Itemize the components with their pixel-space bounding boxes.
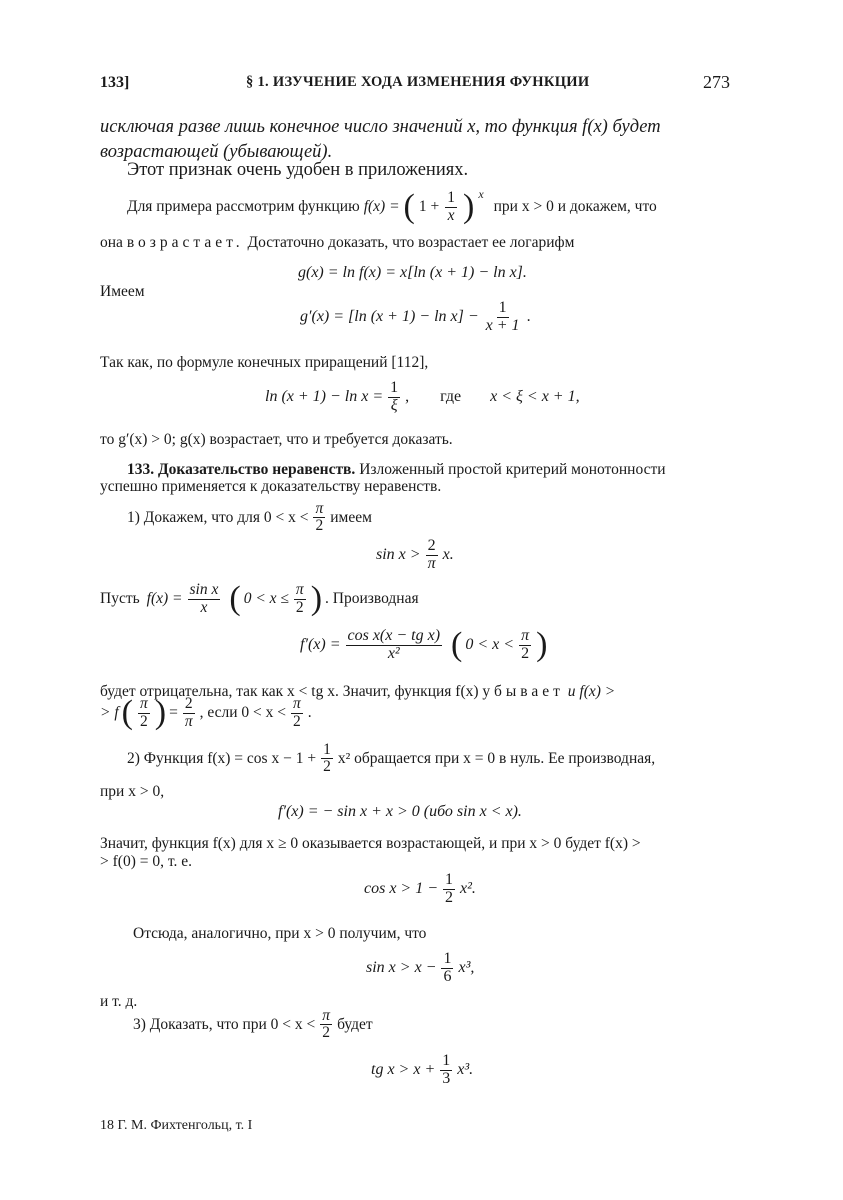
fraction-numerator: π [293, 695, 301, 713]
fraction-denominator: 2 [521, 644, 530, 662]
example-intro-text: Для примера рассмотрим функцию [127, 198, 360, 215]
fraction-denominator: π [427, 554, 436, 572]
item-3-end: будет [337, 1015, 373, 1033]
fraction-denominator: π [184, 712, 193, 730]
item-1-fraction [313, 501, 325, 535]
left-paren: ( [229, 580, 241, 617]
g-prime-lhs: g′(x) = [ln (x + 1) − ln x] − [300, 308, 479, 326]
fraction-denominator: x [447, 206, 455, 224]
intro-line-3: Этот признак очень удобен в приложениях. [127, 160, 469, 180]
item-3-fraction [320, 1008, 332, 1042]
gt-f: > f [100, 704, 119, 721]
tak-kak-text: Так как, по формуле конечных приращений [112], [100, 354, 429, 371]
item-2-line [127, 742, 655, 776]
ln-fraction [388, 380, 400, 415]
right-paren: ) [154, 694, 167, 731]
f-prime-lhs: f′(x) = [300, 636, 341, 654]
fraction-denominator: ξ [390, 396, 398, 414]
f-prime-formula [300, 628, 547, 663]
example-she-text: она [100, 234, 123, 251]
fraction-numerator: π [295, 581, 304, 599]
otsyuda-text: Отсюда, аналогично, при x > 0 получим, что [133, 925, 427, 942]
tg-lhs: tg x > x + [371, 1061, 436, 1079]
example-continue-text: Достаточно доказать, что возрастает ее логарифм [247, 234, 575, 251]
section-133-heading: 133. Доказательство неравенств. [127, 461, 356, 478]
fraction-numerator: π [322, 1007, 331, 1024]
section-133-text: Изложенный простой критерий монотонности [359, 461, 666, 478]
sin-end: x. [442, 546, 454, 564]
gt-equals: = [169, 704, 178, 721]
example-line-1 [127, 186, 657, 225]
item-2-text: 2) Функция f(x) = cos x − 1 + [127, 749, 317, 767]
g-prime-fraction [484, 300, 522, 335]
item-2-line-2: при x > 0, [100, 783, 165, 800]
example-line-2 [100, 234, 574, 252]
header-section-number: 133] [100, 74, 130, 91]
intro-line-2: возрастающей (убывающей). [100, 142, 333, 162]
fraction-numerator: sin x [189, 581, 219, 599]
right-paren: ) [462, 188, 475, 225]
gt-dot: . [307, 704, 312, 721]
pust-fx: f(x) = [146, 590, 183, 607]
intro-line-1: исключая разве лишь конечное число значений x, то функция f(x) будет [100, 117, 661, 137]
sin-inequality [376, 538, 454, 573]
ln-comma: , [405, 388, 410, 406]
itd-text: и т. д. [100, 993, 138, 1010]
pust-text: Пусть [100, 590, 140, 607]
sin2-end: x³, [458, 959, 475, 977]
cos-inequality [364, 872, 476, 907]
tg-fraction [440, 1053, 452, 1088]
fraction-denominator: 2 [445, 888, 454, 906]
imeem-text: Имеем [100, 283, 145, 300]
fraction-numerator: π [139, 695, 148, 713]
left-paren: ( [403, 188, 415, 225]
fraction-denominator: x² [387, 644, 400, 662]
fraction-denominator: 2 [315, 517, 324, 535]
sin2-lhs: sin x > x − [366, 959, 437, 977]
tg-inequality [371, 1053, 473, 1088]
znachit-line-1: Значит, функция f(x) для x ≥ 0 оказывается возрастающей, и при x > 0 будет f(x) > [100, 835, 641, 852]
xi-range: x < ξ < x + 1, [490, 388, 580, 406]
item-3-text: 3) Доказать, что при 0 < x < [133, 1015, 316, 1033]
fraction-denominator: 2 [293, 712, 301, 730]
fraction-numerator: cos x(x − tg x) [347, 627, 441, 644]
footer-signature: 18 Г. М. Фихтенгольц, т. I [100, 1118, 253, 1133]
pust-line [100, 582, 419, 616]
negative-end: и f(x) > [567, 683, 616, 700]
cos-lhs: cos x > 1 − [364, 880, 439, 898]
fraction-numerator: 1 [442, 1052, 451, 1069]
g-formula: g(x) = ln f(x) = x[ln (x + 1) − ln x]. [298, 264, 527, 281]
example-fraction [445, 190, 457, 224]
fraction-denominator: 6 [443, 967, 452, 985]
sin-lhs: sin x > [376, 546, 421, 564]
sin-cubic-inequality [366, 951, 474, 986]
pust-condition: 0 < x ≤ [243, 590, 289, 607]
example-conclusion: то g′(x) > 0; g(x) возрастает, что и требуется доказать. [100, 431, 453, 448]
fraction-numerator: 1 [498, 299, 507, 316]
item-2-end: x² обращается при x = 0 в нуль. Ее производная, [337, 749, 656, 767]
item-1-text: 1) Докажем, что для 0 < x < [127, 508, 309, 526]
f-prime-condition-fraction [519, 628, 531, 663]
negative-spaced-word: убывает [482, 683, 564, 700]
example-exponent: x [478, 186, 484, 201]
example-condition-text: при x > 0 и докажем, что [493, 198, 657, 215]
fraction-denominator: 2 [322, 1024, 331, 1042]
cos-end: x². [460, 880, 476, 898]
fraction-denominator: x + 1 [485, 316, 520, 334]
fraction-numerator: 1 [445, 871, 454, 888]
example-one-plus: 1 + [418, 198, 440, 215]
right-paren: ) [536, 626, 548, 664]
fraction-numerator: π [521, 627, 530, 644]
fraction-denominator: 2 [295, 598, 304, 616]
fraction-denominator: x [200, 598, 208, 616]
fraction-numerator: 2 [184, 695, 193, 713]
f-prime-fraction [346, 628, 443, 663]
example-fx: f(x) = [363, 198, 400, 215]
gt-if-fraction [291, 696, 303, 730]
pust-fraction [188, 582, 221, 616]
header-title: § 1. ИЗУЧЕНИЕ ХОДА ИЗМЕНЕНИЯ ФУНКЦИИ [246, 74, 590, 90]
gt-if-text: , если 0 < x < [199, 704, 287, 721]
item-2-fraction [321, 742, 333, 776]
f2-prime-formula: f′(x) = − sin x + x > 0 (ибо sin x < x). [278, 803, 522, 820]
fraction-numerator: 1 [390, 379, 399, 396]
item-1-line [127, 501, 372, 535]
gt-value-fraction [183, 696, 195, 730]
fraction-numerator: 1 [323, 741, 331, 758]
ln-formula [265, 380, 580, 415]
fraction-denominator: 3 [442, 1069, 451, 1087]
cos-fraction [443, 872, 455, 907]
header-page-number: 273 [703, 72, 730, 92]
item-1-end: имеем [330, 508, 372, 526]
pust-condition-fraction [294, 582, 306, 616]
tg-end: x³. [457, 1061, 474, 1079]
gt-paren-fraction [138, 696, 150, 730]
g-prime-period: . [526, 308, 531, 326]
g-prime-formula [300, 300, 531, 335]
sin-fraction [426, 538, 438, 573]
f-prime-condition: 0 < x < [465, 636, 515, 654]
item-3-line [133, 1008, 373, 1042]
proizvodnaya-text: . Производная [325, 590, 419, 607]
section-133-line-1 [127, 461, 666, 479]
ln-lhs: ln (x + 1) − ln x = [265, 388, 384, 406]
fraction-numerator: 2 [427, 537, 436, 554]
fraction-numerator: 1 [447, 189, 455, 207]
section-133-line-2: успешно применяется к доказательству неравенств. [100, 478, 442, 495]
fraction-denominator: 2 [139, 712, 148, 730]
negative-text: будет отрицательна, так как x < tg x. Значит, функция f(x) [100, 683, 479, 700]
left-paren: ( [451, 626, 463, 664]
gde-text: где [440, 388, 462, 406]
fraction-numerator: π [315, 500, 324, 517]
gt-line [100, 696, 312, 730]
left-paren: ( [121, 694, 133, 731]
example-spaced-word: возрастает. [126, 234, 244, 251]
fraction-numerator: 1 [443, 950, 452, 967]
fraction-denominator: 2 [323, 758, 331, 776]
znachit-line-2: > f(0) = 0, т. е. [100, 853, 192, 870]
sin2-fraction [441, 951, 453, 986]
right-paren: ) [310, 580, 323, 617]
